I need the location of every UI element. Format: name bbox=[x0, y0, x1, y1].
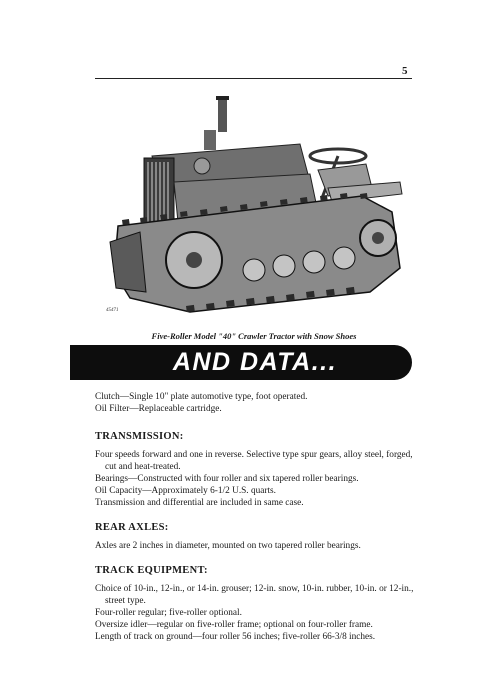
crawler-tractor-photo bbox=[100, 92, 415, 324]
banner-text: AND DATA... bbox=[172, 348, 338, 376]
spec-line: Choice of 10-in., 12-in., or 14-in. grouser; 12-in. snow, 10-in. rubber, 10-in. or 12-in., street type. bbox=[95, 584, 414, 606]
spec-line: Oversize idler—regular on five-roller frame; optional on four-roller frame. bbox=[95, 620, 373, 630]
section-banner bbox=[70, 345, 412, 380]
section-heading: TRACK EQUIPMENT: bbox=[95, 565, 208, 576]
page-number: 5 bbox=[402, 65, 408, 77]
photo-caption: Five-Roller Model "40" Crawler Tractor with Snow Shoes bbox=[151, 331, 357, 341]
header-rule bbox=[95, 78, 412, 79]
spec-content bbox=[95, 391, 415, 643]
section-heading: TRANSMISSION: bbox=[95, 431, 184, 442]
spec-line: Length of track on ground—four roller 56 inches; five-roller 66-3/8 inches. bbox=[95, 632, 376, 642]
spec-line: Bearings—Constructed with four roller and six tapered roller bearings. bbox=[95, 474, 359, 484]
spec-line: Transmission and differential are included in same case. bbox=[95, 498, 304, 508]
spec-line: Axles are 2 inches in diameter, mounted on two tapered roller bearings. bbox=[95, 541, 361, 551]
intro-line: Clutch—Single 10" plate automotive type, foot operated. bbox=[95, 392, 308, 402]
spec-line: Oil Capacity—Approximately 6-1/2 U.S. quarts. bbox=[95, 486, 277, 496]
intro-line: Oil Filter—Replaceable cartridge. bbox=[95, 404, 222, 414]
spec-line: Four-roller regular; five-roller optional. bbox=[95, 608, 242, 618]
section-heading: REAR AXLES: bbox=[95, 522, 169, 533]
photo-number: 45471 bbox=[106, 308, 119, 313]
spec-line: Four speeds forward and one in reverse. Selective type spur gears, alloy steel, forged, cut and heat-treated. bbox=[95, 450, 413, 472]
